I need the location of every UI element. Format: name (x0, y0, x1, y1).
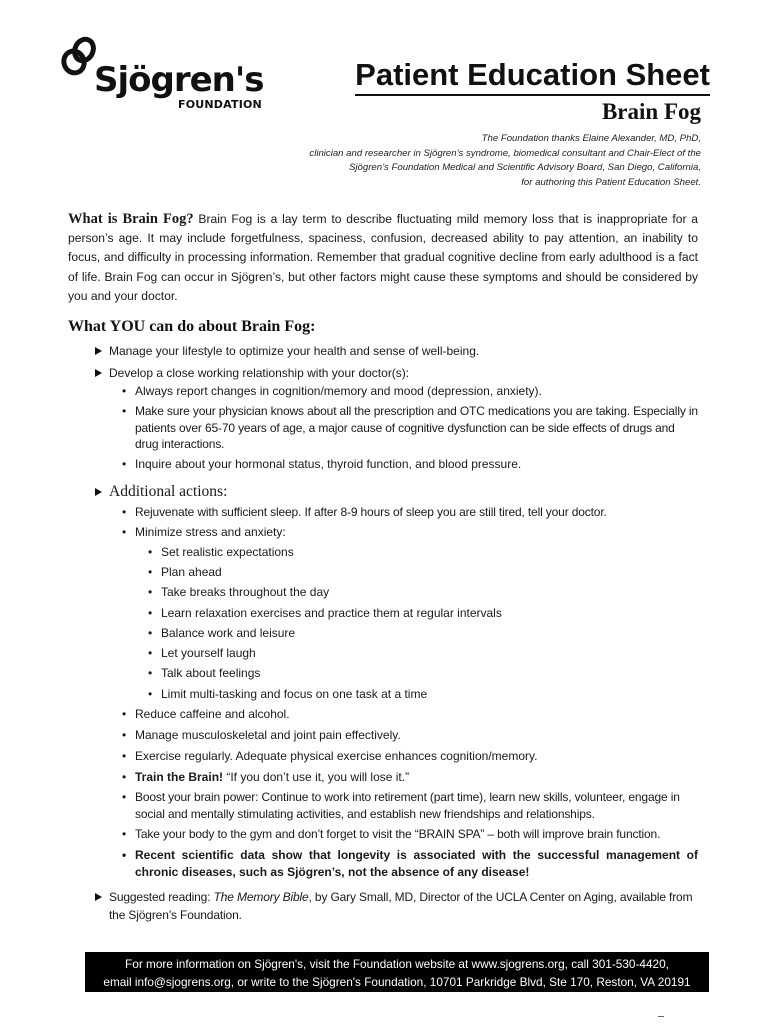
list-item (109, 769, 698, 786)
list-item (68, 342, 698, 360)
list-item: • Rejuvenate with sufficient sleep. If after 8-9 hours of sleep you are still tired, tell your doctor. (109, 504, 698, 521)
additional-heading: Additional actions: (109, 482, 228, 500)
acknowledgement-line: clinician and researcher in Sjögren’s syndrome, biomedical consultant and Chair-Elect of the (309, 147, 701, 159)
footer-line: email info@sjogrens.org, or write to the Sjögren's Foundation, 10701 Parkridge Blvd, Ste 170, Reston, VA 20191 (103, 975, 691, 989)
list-item: • Talk about feelings (109, 665, 698, 682)
page-corner-mark (658, 1016, 664, 1020)
logo-subtitle: FOUNDATION (178, 98, 262, 111)
reading-prefix: Suggested reading: (109, 890, 214, 905)
action-list (68, 342, 698, 924)
list-item: • Let yourself laugh (109, 645, 698, 662)
list-item (68, 888, 698, 924)
list-item (68, 364, 698, 473)
list-item: • Set realistic expectations (109, 544, 698, 561)
contact-footer (85, 952, 709, 992)
list-item: • Balance work and leisure (109, 625, 698, 642)
logo-name: Sjögren's (94, 60, 264, 100)
reading-suffix: , by Gary Small, MD, Director of the UCLA Center on Aging, available from the Sjögren’s Foundation. (109, 890, 693, 923)
list-item-text: Manage your lifestyle to optimize your health and sense of well-being. (109, 344, 480, 359)
intro-paragraph (68, 210, 698, 306)
additional-sublist (109, 504, 698, 881)
list-item: • Take your body to the gym and don’t forget to visit the “BRAIN SPA” – both will improve brain function. (109, 826, 698, 843)
list-item-text: Minimize stress and anxiety: (135, 525, 286, 540)
doctor-sublist (109, 383, 698, 473)
list-item: • Inquire about your hormonal status, thyroid function, and blood pressure. (109, 456, 698, 473)
acknowledgement-line: for authoring this Patient Education Sheet. (521, 176, 701, 188)
page-subtitle: Brain Fog (601, 99, 701, 124)
train-brain-quote: “If you don’t use it, you will lose it.” (223, 769, 410, 784)
list-item (109, 524, 698, 702)
page-title: Patient Education Sheet (355, 56, 710, 96)
acknowledgement-line: Sjögren’s Foundation Medical and Scientific Advisory Board, San Diego, California, (349, 162, 701, 173)
list-item (68, 481, 698, 881)
list-item: • Exercise regularly. Adequate physical exercise enhances cognition/memory. (109, 748, 698, 765)
list-item: • Manage musculoskeletal and joint pain effectively. (109, 727, 698, 744)
section-heading: What YOU can do about Brain Fog: (68, 318, 316, 336)
train-brain-label: Train the Brain! (135, 769, 224, 784)
list-item: • Always report changes in cognition/memory and mood (depression, anxiety). (109, 383, 698, 400)
list-item: • Reduce caffeine and alcohol. (109, 706, 698, 723)
acknowledgement (309, 132, 701, 190)
list-item: • Learn relaxation exercises and practice them at regular intervals (109, 605, 698, 622)
list-item: • Take breaks throughout the day (109, 584, 698, 601)
main-content (68, 210, 698, 928)
list-item-text: Develop a close working relationship with your doctor(s): (109, 366, 410, 381)
foundation-logo (60, 36, 280, 116)
acknowledgement-line: The Foundation thanks Elaine Alexander, MD, PhD, (481, 133, 701, 144)
stress-sublist (135, 544, 698, 703)
list-item: • Plan ahead (109, 564, 698, 581)
book-title: The Memory Bible (213, 890, 309, 905)
list-item: • Make sure your physician knows about all the prescription and OTC medications you are taking. Especially in patients over 65-70 years of age, a major cause of cognitive dysfunction can be side effects of drugs and drug interactions. (109, 403, 698, 453)
list-item: • Boost your brain power: Continue to work into retirement (part time), learn new skills, volunteer, engage in social and mentally stimulating activities, and establish new friendships and relationships. (109, 789, 698, 822)
list-item: • Recent scientific data show that longevity is associated with the successful management of chronic diseases, such as Sjögren’s, not the absence of any disease! (109, 847, 698, 880)
footer-line: For more information on Sjögren's, visit the Foundation website at www.sjogrens.org, call 301-530-4420, (125, 957, 669, 971)
intro-text: Brain Fog is a lay term to describe fluctuating mild memory loss that is inappropriate for a person’s age. It may include forgetfulness, spaciness, confusion, decreased ability to pay attention, an inability to focus, and difficulty in processing information. Remember that gradual cognitive decline from early adulthood is a fact of life. Brain Fog can occur in Sjögren’s, but other factors might cause these symptoms and should be considered by you and your doctor. (68, 212, 698, 303)
intro-lead: What is Brain Fog? (68, 211, 194, 227)
list-item: • Limit multi-tasking and focus on one task at a time (109, 686, 698, 703)
